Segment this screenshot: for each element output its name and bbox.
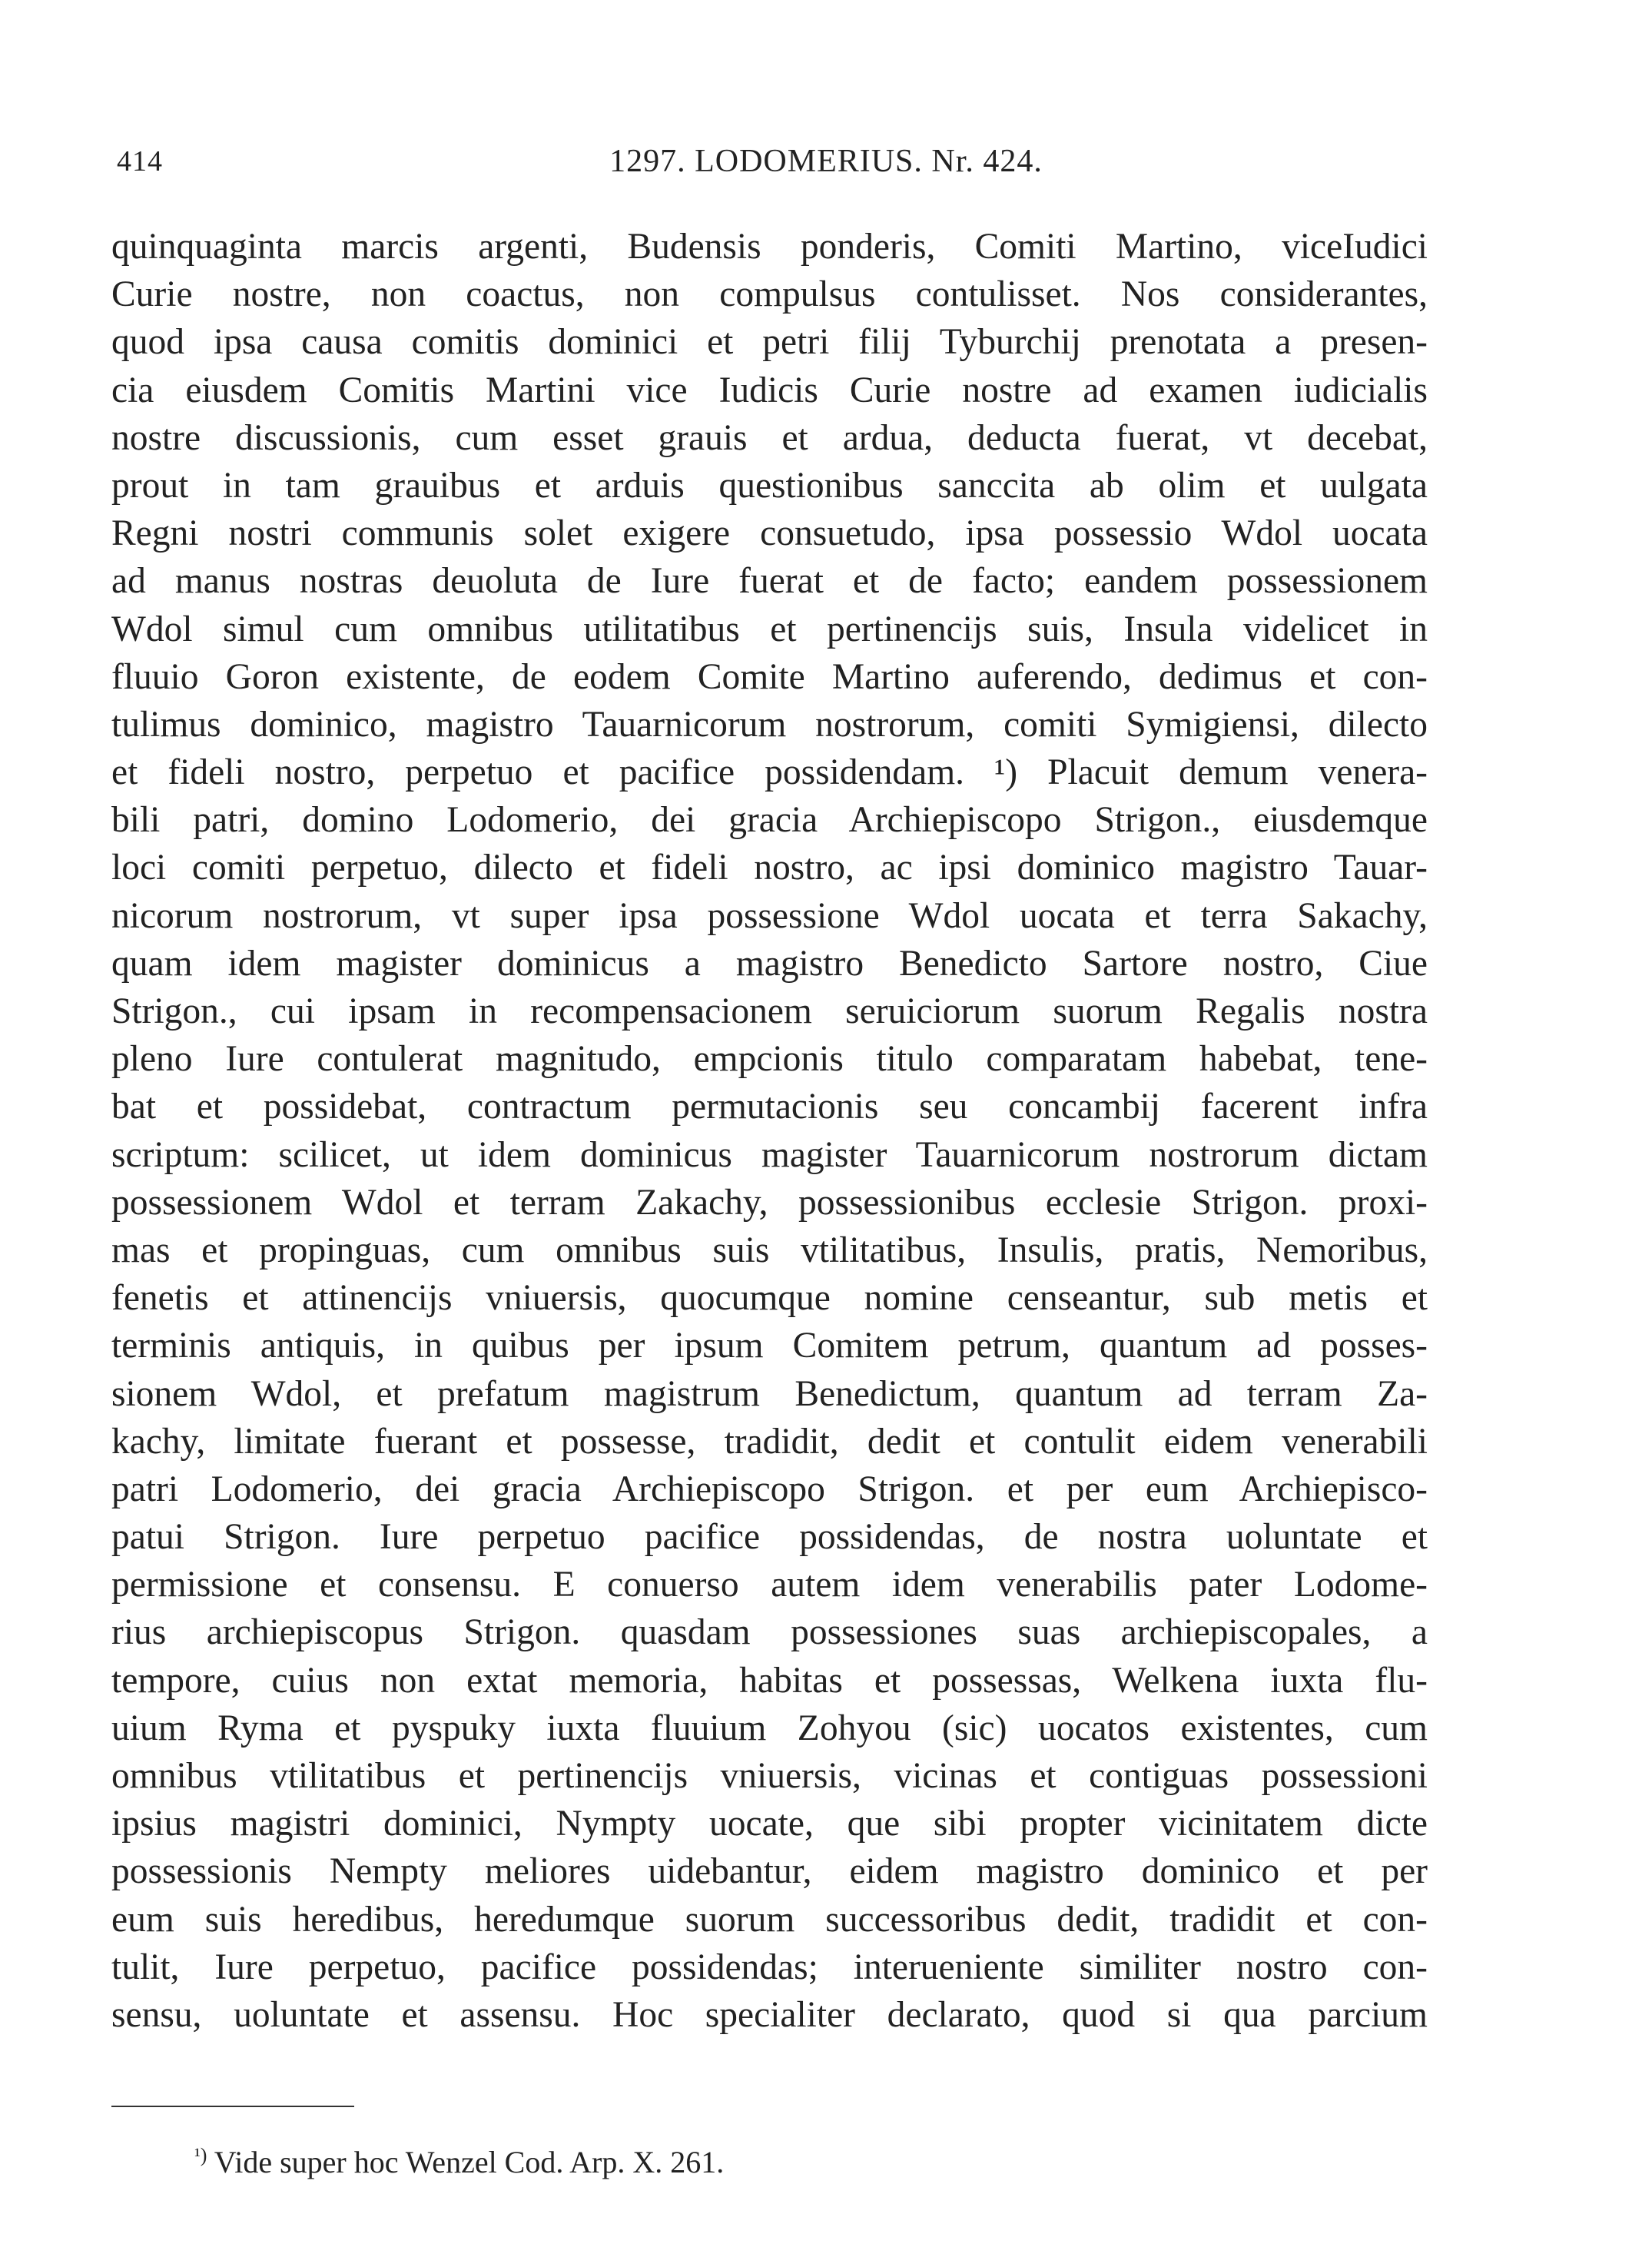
text-line: quam idem magister dominicus a magistro Benedicto Sartore nostro, Ciue: [111, 943, 1428, 984]
text-line: fenetis et attinencijs vniuersis, quocumque nomine censeantur, sub metis et: [111, 1278, 1428, 1319]
text-line: loci comiti perpetuo, dilecto et fideli nostro, ac ipsi dominico magistro Tauar-: [111, 848, 1428, 888]
text-line: prout in tam grauibus et arduis questionibus sanccita ab olim et uulgata: [111, 465, 1428, 506]
text-line: kachy, limitate fuerant et possesse, tradidit, dedit et contulit eidem venerabili: [111, 1421, 1428, 1462]
text-line: terminis antiquis, in quibus per ipsum Comitem petrum, quantum ad posses-: [111, 1326, 1428, 1366]
text-line: nostre discussionis, cum esset grauis et ardua, deducta fuerat, vt decebat,: [111, 417, 1428, 458]
text-line: eum suis heredibus, heredumque suorum successoribus dedit, tradidit et con-: [111, 1899, 1428, 1940]
text-line: Wdol simul cum omnibus utilitatibus et pertinencijs suis, Insula videlicet in: [111, 609, 1428, 649]
text-line: sensu, uoluntate et assensu. Hoc specialiter declarato, quod si qua parcium: [111, 1994, 1428, 2035]
text-line: uium Ryma et pyspuky iuxta fluuium Zohyou (sic) uocatos existentes, cum: [111, 1708, 1428, 1748]
page-number: 414: [117, 145, 163, 178]
text-line: ipsius magistri dominici, Nympty uocate, que sibi propter vicinitatem dicte: [111, 1804, 1428, 1844]
text-line: rius archiepiscopus Strigon. quasdam possessiones suas archiepiscopales, a: [111, 1612, 1428, 1653]
text-line: scriptum: scilicet, ut idem dominicus magister Tauarnicorum nostrorum dictam: [111, 1134, 1428, 1175]
text-line: possessionem Wdol et terram Zakachy, possessionibus ecclesie Strigon. proxi-: [111, 1182, 1428, 1223]
text-line: bili patri, domino Lodomerio, dei gracia Archiepiscopo Strigon., eiusdemque: [111, 800, 1428, 841]
text-line: sionem Wdol, et prefatum magistrum Benedictum, quantum ad terram Za-: [111, 1373, 1428, 1414]
footnote: [194, 2136, 724, 2182]
text-line: nicorum nostrorum, vt super ipsa possessione Wdol uocata et terra Sakachy,: [111, 895, 1428, 936]
running-head: 1297. LODOMERIUS. Nr. 424.: [609, 144, 1043, 179]
text-line: Curie nostre, non coactus, non compulsus contulisset. Nos considerantes,: [111, 274, 1428, 315]
text-line: patri Lodomerio, dei gracia Archiepiscopo Strigon. et per eum Archiepisco-: [111, 1469, 1428, 1509]
text-line: quod ipsa causa comitis dominici et petri filij Tyburchij prenotata a presen-: [111, 322, 1428, 363]
text-line: possessionis Nempty meliores uidebantur, eidem magistro dominico et per: [111, 1851, 1428, 1892]
footnote-text: Vide super hoc Wenzel Cod. Arp. X. 261.: [214, 2145, 725, 2179]
text-line: et fideli nostro, perpetuo et pacifice possidendam. ¹) Placuit demum venera-: [111, 752, 1428, 793]
text-line: bat et possidebat, contractum permutacionis seu concambij facerent infra: [111, 1087, 1428, 1127]
text-line: fluuio Goron existente, de eodem Comite Martino auferendo, dedimus et con-: [111, 656, 1428, 697]
footnote-rule: [111, 2106, 354, 2107]
text-line: ad manus nostras deuoluta de Iure fuerat et de facto; eandem possessionem: [111, 561, 1428, 602]
text-line: tulit, Iure perpetuo, pacifice possidendas; interueniente similiter nostro con-: [111, 1947, 1428, 1987]
footnote-mark: ¹): [194, 2144, 207, 2166]
text-line: patui Strigon. Iure perpetuo pacifice possidendas, de nostra uoluntate et: [111, 1517, 1428, 1558]
body-text: [111, 223, 1428, 2039]
text-line: tempore, cuius non extat memoria, habitas et possessas, Welkena iuxta flu-: [111, 1660, 1428, 1701]
text-line: cia eiusdem Comitis Martini vice Iudicis Curie nostre ad examen iudicialis: [111, 370, 1428, 410]
text-line: tulimus dominico, magistro Tauarnicorum nostrorum, comiti Symigiensi, dilecto: [111, 704, 1428, 745]
text-line: Strigon., cui ipsam in recompensacionem seruiciorum suorum Regalis nostra: [111, 991, 1428, 1031]
text-line: mas et propinguas, cum omnibus suis vtilitatibus, Insulis, pratis, Nemoribus,: [111, 1230, 1428, 1270]
text-line: permissione et consensu. E conuerso autem idem venerabilis pater Lodome-: [111, 1565, 1428, 1605]
text-line: omnibus vtilitatibus et pertinencijs vniuersis, vicinas et contiguas possessioni: [111, 1756, 1428, 1796]
text-line: quinquaginta marcis argenti, Budensis ponderis, Comiti Martino, viceIudici: [111, 227, 1428, 267]
text-line: Regni nostri communis solet exigere consuetudo, ipsa possessio Wdol uocata: [111, 513, 1428, 554]
text-line: pleno Iure contulerat magnitudo, empcionis titulo comparatam habebat, tene-: [111, 1039, 1428, 1080]
